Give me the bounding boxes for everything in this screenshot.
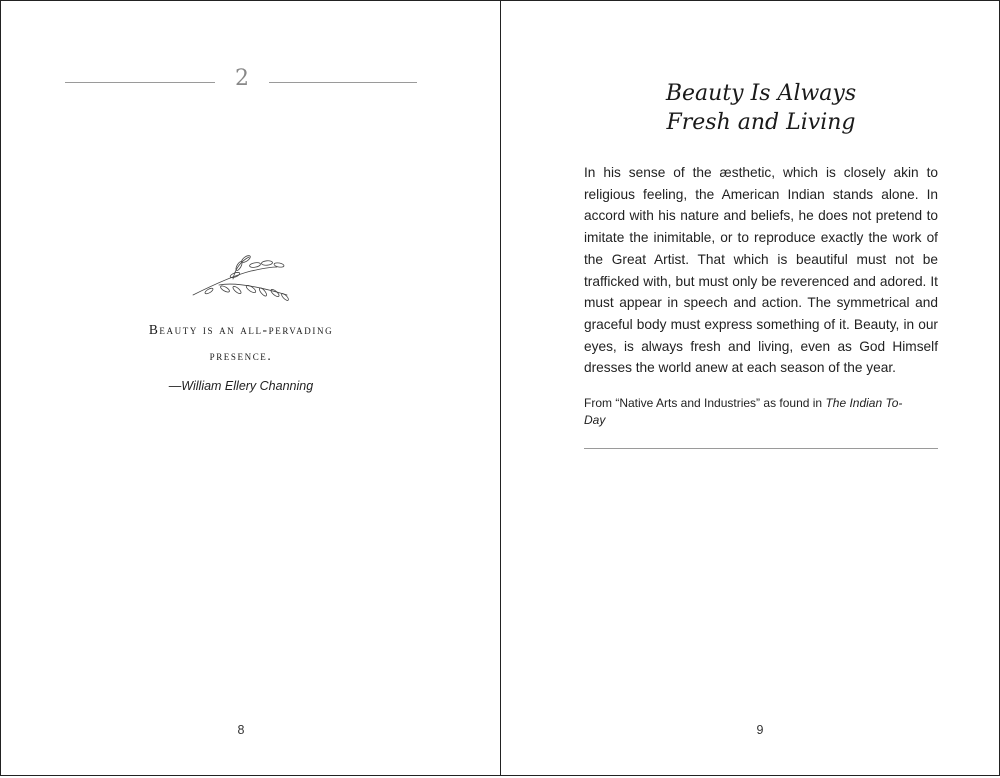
left-page — [0, 0, 501, 776]
source-prefix: From “Native Arts and Industries” as found in — [584, 396, 826, 410]
chapter-number: 2 — [235, 66, 249, 91]
epigraph-line-1: Beauty is an all-pervading — [148, 322, 334, 337]
leaf-sprig-icon — [189, 251, 293, 303]
body-paragraph: In his sense of the æsthetic, which is closely akin to religious feeling, the American Indian stands alone. In accord with his nature and beliefs, he does not pretend to imitate the inimitable, or to reproduce exactly the work of the Great Artist. That which is beautiful must not be trafficked with, but must only be reverenced and adored. It must appear in speech and action. The symmetrical and graceful body must express something of it. Beauty, in our eyes, is always fresh and living, even as God Himself dresses the world anew at each season of the year. — [584, 165, 938, 376]
page-number-right: 9 — [756, 723, 764, 737]
source-citation — [584, 395, 914, 429]
epigraph-attribution: —William Ellery Channing — [168, 379, 314, 393]
page-title — [541, 79, 981, 137]
epigraph-line-2: presence. — [209, 348, 273, 363]
right-page — [500, 0, 1000, 776]
section-end-rule — [584, 448, 938, 449]
chapter-rule-left — [65, 82, 215, 83]
epigraph-quote — [101, 317, 381, 369]
source-work-title: The Indian To-Day — [584, 396, 903, 427]
chapter-rule-right — [269, 82, 417, 83]
title-line-1: Beauty Is Always — [665, 81, 857, 106]
title-line-2: Fresh and Living — [666, 110, 856, 135]
page-number-left: 8 — [237, 723, 245, 737]
